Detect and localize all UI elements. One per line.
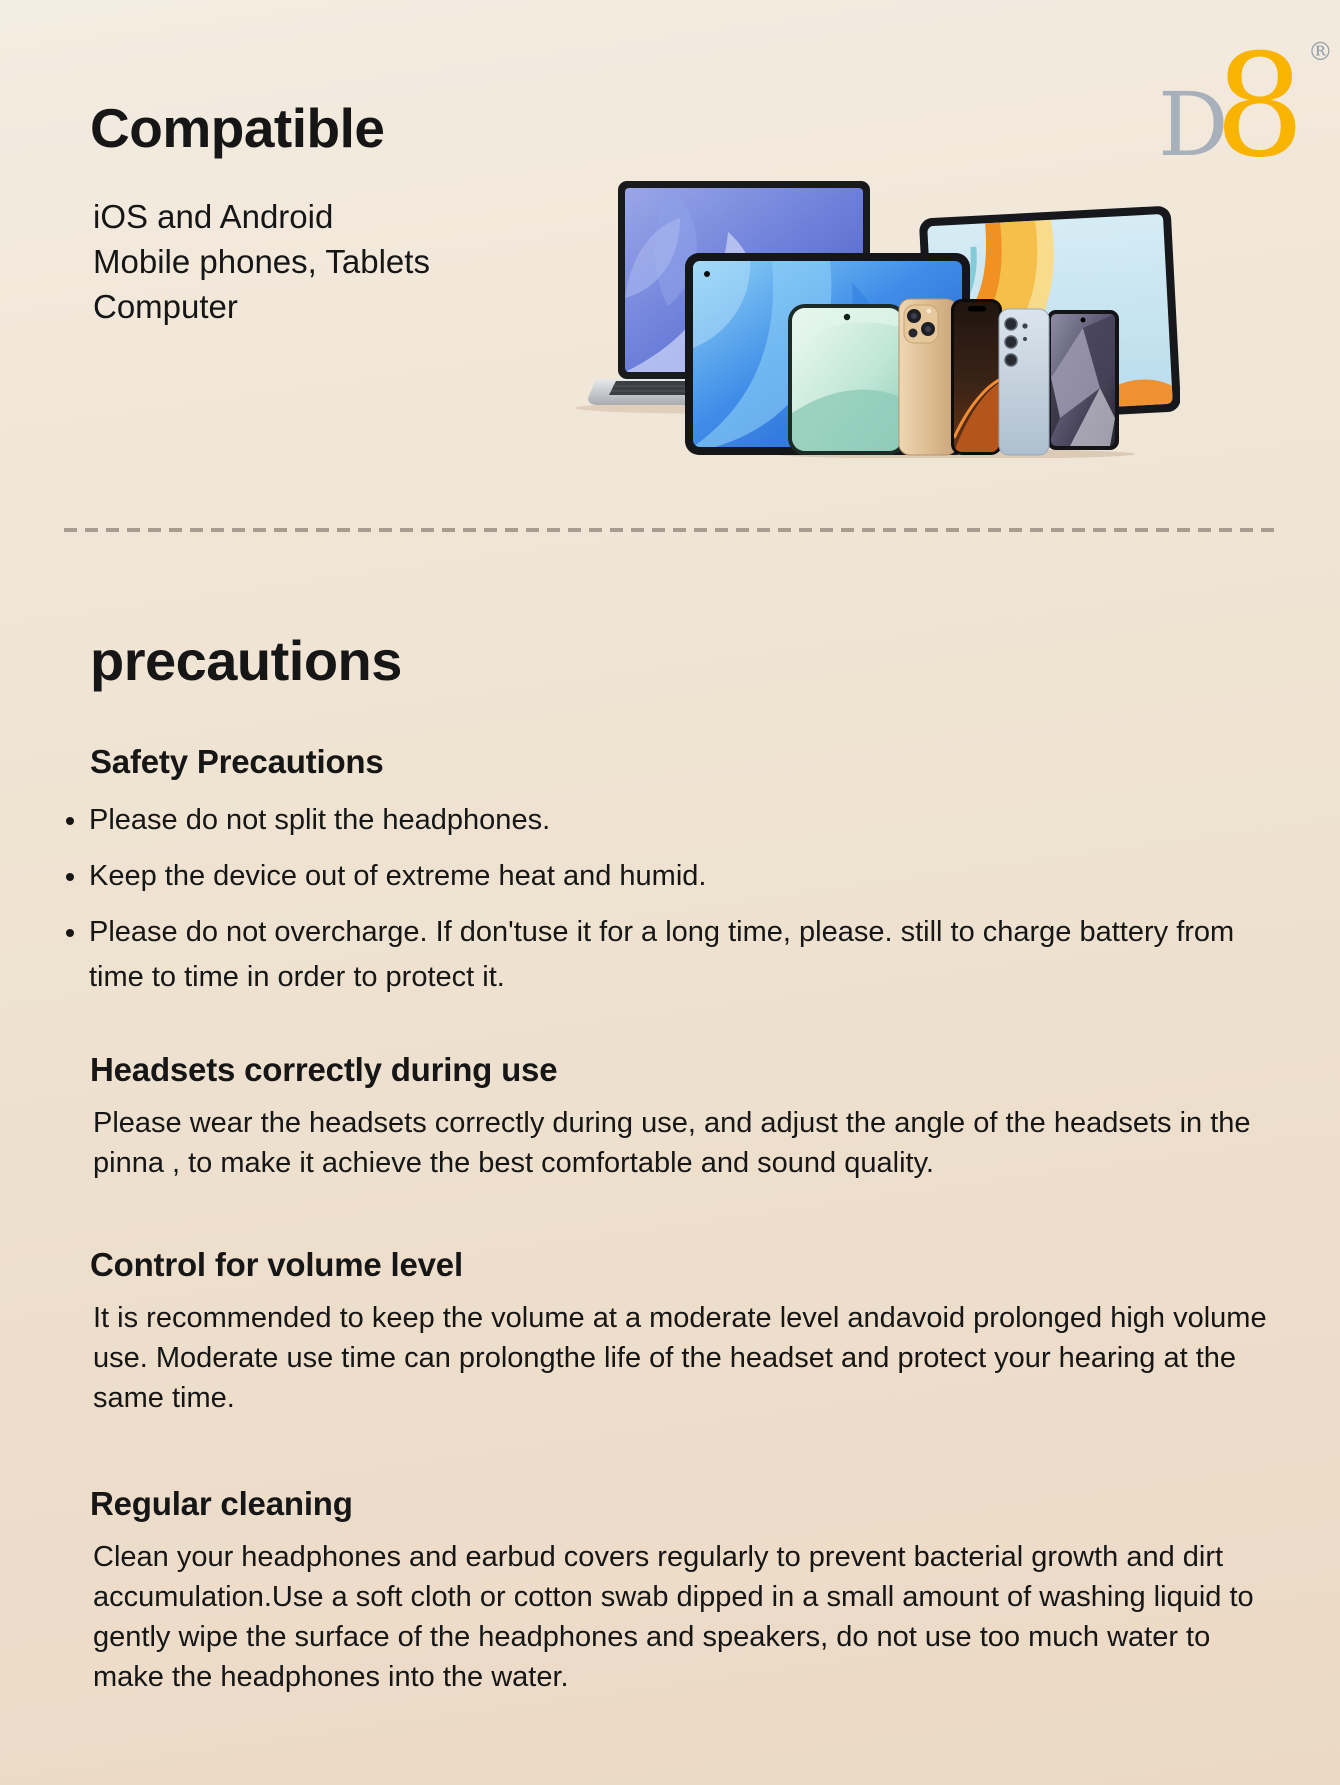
volume-heading: Control for volume level xyxy=(90,1246,463,1283)
phone-mint-icon xyxy=(788,304,906,455)
compatible-title: Compatible xyxy=(90,97,385,159)
headsets-paragraph: Please wear the headsets correctly during use, and adjust the angle of the headsets in the pinna , to make it achieve the best comfortable and sound quality. xyxy=(93,1107,1251,1179)
bullet-icon xyxy=(66,929,74,937)
devices-image xyxy=(500,148,1180,458)
cleaning-paragraph: Clean your headphones and earbud covers regularly to prevent bacterial growth and dirt accumulation.Use a soft cloth or cotton swab dipped in a small amount of washing liquid to gently wipe the surface of the headphones and speakers, do not use too much water to make the headphones into the water. xyxy=(93,1541,1254,1693)
compatible-subtitle xyxy=(93,194,430,329)
volume-paragraph: It is recommended to keep the volume at a moderate level andavoid prolonged high volume use. Moderate use time can prolongthe life of the headset and protect your hearing at the same time. xyxy=(93,1302,1267,1414)
list-item xyxy=(66,854,1296,899)
logo-digit-8: 8 xyxy=(1214,24,1305,189)
phone-graphite-icon xyxy=(1047,310,1119,450)
dashed-divider xyxy=(64,528,1276,532)
devices-illustration xyxy=(500,148,1180,458)
registered-trademark-icon: ® xyxy=(1307,37,1333,66)
list-item xyxy=(66,798,1296,843)
list-item xyxy=(66,910,1296,1000)
bullet-text: Keep the device out of extreme heat and humid. xyxy=(89,860,707,892)
bullet-icon xyxy=(66,873,74,881)
bullet-icon xyxy=(66,817,74,825)
precautions-title: precautions xyxy=(90,629,402,692)
logo-letter-d: D xyxy=(1158,73,1229,176)
phone-silverblue-icon xyxy=(999,309,1049,455)
headsets-heading: Headsets correctly during use xyxy=(90,1051,558,1088)
phone-dark-icon xyxy=(951,299,1002,455)
safety-precautions-heading: Safety Precautions xyxy=(90,743,384,780)
phone-gold-icon xyxy=(899,299,957,455)
brand-logo xyxy=(1158,24,1333,189)
compatible-line-1: iOS and Android xyxy=(93,198,334,235)
bullet-text: Please do not overcharge. If don'tuse it for a long time, please. still to charge battery from time to time in order to protect it. xyxy=(89,916,1235,993)
compatible-line-2: Mobile phones, Tablets xyxy=(93,243,430,280)
bullet-text: Please do not split the headphones. xyxy=(89,804,551,836)
safety-bullet-list xyxy=(66,798,1296,1011)
cleaning-heading: Regular cleaning xyxy=(90,1485,353,1522)
compatible-line-3: Computer xyxy=(93,288,238,325)
